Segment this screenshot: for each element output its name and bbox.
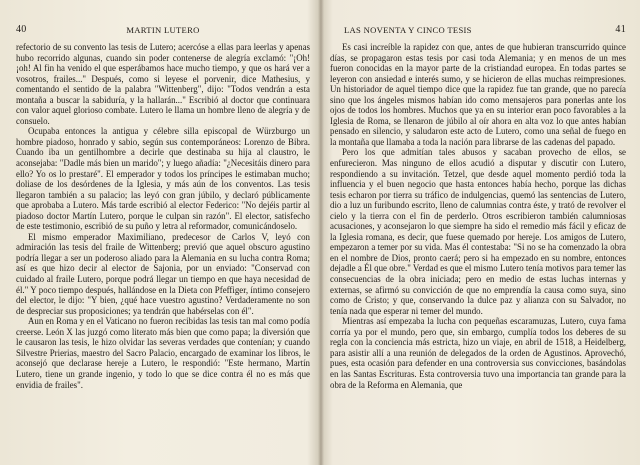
- left-page: [16, 24, 310, 460]
- right-page-body: [330, 42, 626, 390]
- right-page-number: 41: [615, 24, 626, 35]
- left-page-body: [16, 42, 310, 390]
- right-page-header: [330, 24, 626, 40]
- paragraph: Ocupaba entonces la antigua y célebre silla episcopal de Würzburgo un hombre piadoso, honrado y sabio, según sus contemporáneos: Lorenzo de Bibra. Cuando iba un gentilhombre a decirle que destinaba su hija al claustro, le aconsejaba: "Dadle más bien un marido"; y luego añadía: "¿Necesitáis dinero para ello? Yo os lo prestaré". El emperador y todos los príncipes le estimaban mucho; doliase de los desórdenes de la Iglesia, y más aún de los conventos. Las tesis llegaron también a su palacio; las leyó con gran júbilo, y declaró públicamente que aprobaba a Lutero. Más tarde escribió al elector Federico: "No dejéis partir al piadoso doctor Martín Lutero, porque le culpan sin razón". El elector, satisfecho de este testimonio, escribió de su puño y letra al reformador, comunicándoselo.: [16, 126, 310, 232]
- paragraph: El mismo emperador Maximiliano, predecesor de Carlos V, leyó con admiración las tesis del fraile de Wittenberg; previó que aquel obscuro agustino podría llegar a ser un poderoso aliado para la Alemania en su lucha contra Roma; así es que hizo decir al elector de Sajonia, por un enviado: "Conservad con cuidado al fraile Lutero, porque podrá llegar un tiempo en que haya necesidad de él." Y poco tiempo después, hallándose en la Dieta con Pfeffiger, íntimo consejero del elector, le dijo: "Y bien, ¿qué hace vuestro agustino? Verdaderamente no son de despreciar sus proposiciones; ya tendrán que habérselas con él".: [16, 231, 310, 316]
- paragraph: refectorio de su convento las tesis de Lutero; acercóse a ellas para leerlas y apenas hubo recorrido algunas, cuando sin poder contenerse de alegría exclamó: "¡Oh! ¡oh! Al fin ha venido el que esperábamos hace mucho tiempo, y que os hará ver a vosotros, frailes..." Después, como si leyese el porvenir, dice Mathesius, y comentando el sentido de la palabra "Wittenberg", dijo: "Todos vendrán a esta montaña a buscar la sabiduría, y la hallarán..." Escribió al doctor que continuara con valor aquel glorioso combate. Lutero le llama un hombre lleno de alegría y de consuelo.: [16, 42, 310, 126]
- left-page-header: [16, 24, 310, 40]
- right-running-head: LAS NOVENTA Y CINCO TESIS: [344, 25, 472, 35]
- right-page: [330, 24, 626, 460]
- paragraph: Es casi increíble la rapidez con que, antes de que hubieran transcurrido quince días, se propagaron estas tesis por casi toda Alemania; y en menos de un mes fueron conocidas en la mayor parte de la cristiandad europea. En todas partes se leyeron con ansiedad e interés sumo, y se hicieron de ellas muchas reimpresiones. Un historiador de aquel tiempo dice que la rapidez fue tan grande, que no parecía sino que los ángeles mismos habían ido como mensajeros para ponerlas ante los ojos de todos los hombres. Muchos que ya en su interior eran poco favorables a la Iglesia de Roma, se llenaron de júbilo al oír ahora en alta voz lo que antes habían pensado en silencio, y saludaron este acto de Lutero, como una señal de fuego en la montaña que llamaba a toda la nación para librarse de las cadenas del papado.: [330, 42, 626, 147]
- paragraph: Mientras así empezaba la lucha con pequeñas escaramuzas, Lutero, cuya fama corría ya por el mundo, pero que, sin embargo, cumplía todos los deberes de su regla con la conciencia más estricta, hizo un viaje, en abril de 1518, a Heidelberg, para asistir allí a una reunión de delegados de la orden de Agustinos. Aprovechó, pues, esta ocasión para defender en una controversia sus convicciones, basándolas en las Santas Escrituras. Esta controversia tuvo una importancia tan grande para la obra de la Reforma en Alemania, que: [330, 316, 626, 390]
- left-page-number: 40: [16, 24, 27, 35]
- paragraph: Pero los que admitían tales abusos y sacaban provecho de ellos, se enfurecieron. Mas ninguno de ellos acudió a disputar y discutir con Lutero, respondiendo a su invitación. Tetzel, que desde aquel momento perdió toda la influencia y el buen negocio que hasta entonces había hecho, porque las dichas tesis echaron por tierra su tráfico de indulgencias, quemó las sentencias de Lutero, dio a luz un furibundo escrito, lleno de calumnias contra éste, y trató de revolver el cielo y la tierra con el fin de perderlo. Otros escribieron también calumniosas acusaciones, y aconsejaron lo que siempre ha sido el remedio más fácil y eficaz de la Iglesia romana, es decir, que fuese quemado por hereje. Los amigos de Lutero, empezaron a temer por su vida. Mas él contestaba: "Si no se ha comenzado la obra en el nombre de Dios, pronto caerá; pero si ha empezado en su nombre, entonces dejadle a Él que obre." Verdad es que el mismo Lutero tenía motivos para temer las consecuencias de la obra iniciada; pero en medio de estas luchas internas y externas, se afirmó su convicción de que no emprendía la causa como suya, sino como de Cristo; y que, conservando la dulce paz y alianza con su Salvador, no tenía nada que esperar ni temer del mundo.: [330, 147, 626, 316]
- left-running-head: MARTIN LUTERO: [126, 25, 200, 35]
- paragraph: Aun en Roma y en el Vaticano no fueron recibidas las tesis tan mal como podía creerse. León X las juzgó como literato más bien que como papa; la diversión que le causaron las tesis, le hizo olvidar las severas verdades que contenían; y cuando Silvestre Prierias, maestro del Sacro Palacio, encargado de examinar los libros, le aconsejó que declarase hereje a Lutero, le respondió: "Este hermano, Martín Lutero, tiene un grande ingenio, y todo lo que se dice contra él no es más que envidia de frailes".: [16, 316, 310, 390]
- book-gutter: [318, 0, 324, 465]
